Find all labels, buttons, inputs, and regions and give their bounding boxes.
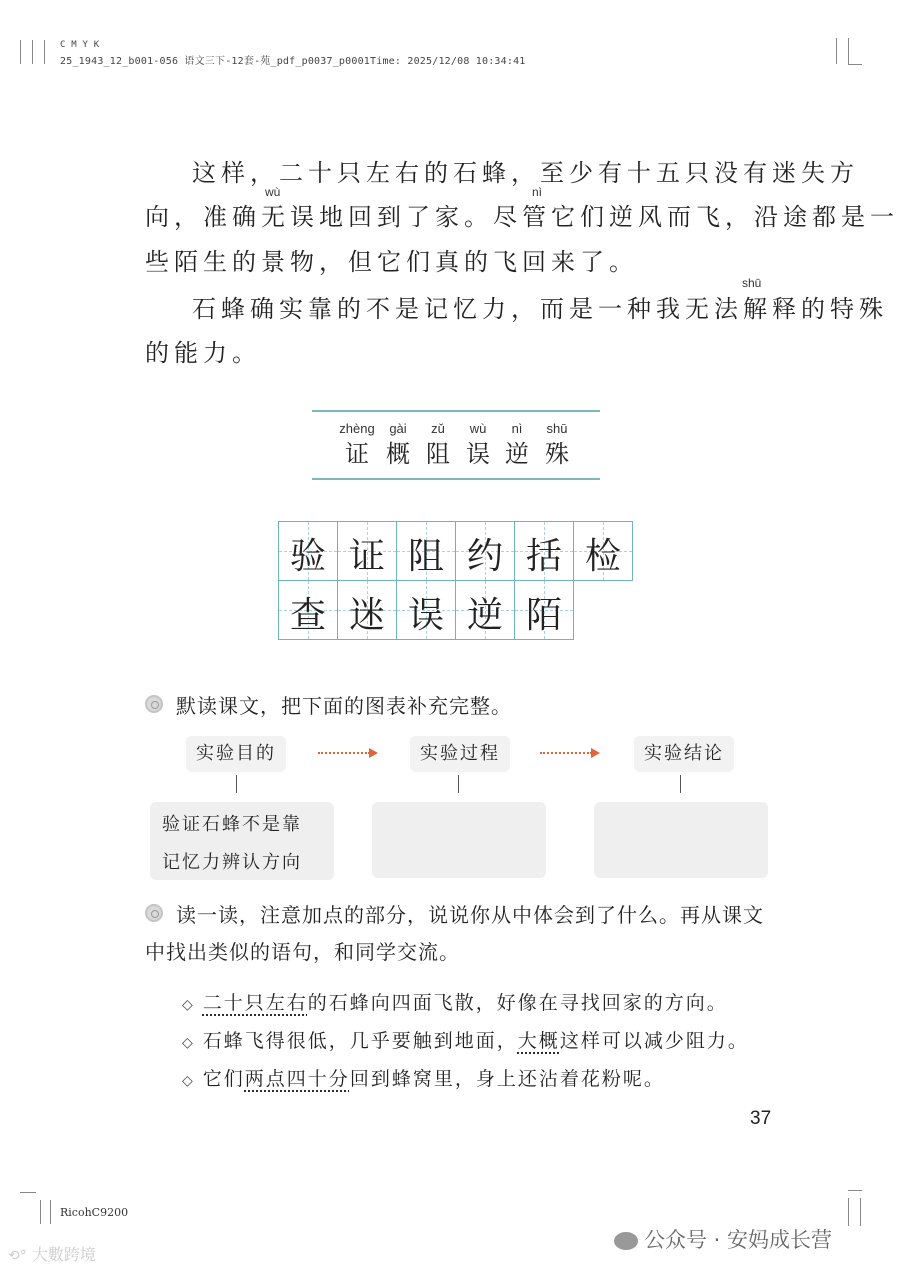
- writing-grid-cell: [337, 580, 397, 640]
- label-experiment-purpose: 实验目的: [186, 736, 286, 772]
- new-words-box: [312, 410, 600, 480]
- vocab-hanzi: 阻: [426, 440, 450, 468]
- vocab-word: [537, 412, 577, 469]
- vocab-hanzi: 概: [386, 440, 410, 468]
- conclusion-answer-box[interactable]: [594, 802, 768, 878]
- diamond-bullet-icon: ◇: [182, 1073, 195, 1089]
- label-experiment-process: 实验过程: [410, 736, 510, 772]
- writing-grid-cell: [455, 521, 515, 581]
- dotted-emphasis: 两点四十分: [244, 1068, 350, 1090]
- pinyin-ni: nì: [532, 185, 543, 199]
- vocab-pinyin: gài: [389, 421, 407, 436]
- passage-line-4: 石蜂确实靠的不是记忆力，而是一种我无法解释的特殊: [192, 295, 888, 323]
- writing-grid-cell: [278, 580, 338, 640]
- task1-instruction: 默读课文，把下面的图表补充完整。: [176, 694, 512, 718]
- crop-mark: [50, 1200, 51, 1224]
- right-watermark: [614, 1224, 832, 1254]
- purpose-answer-line-2: 记忆力辨认方向: [162, 852, 302, 873]
- sentence-text: 它们: [202, 1068, 245, 1090]
- grid-character: 约: [466, 536, 503, 577]
- crop-mark: [40, 1200, 41, 1224]
- vocab-word: [497, 412, 537, 469]
- scanner-model: RicohC9200: [60, 1206, 129, 1219]
- crop-mark: [32, 40, 33, 64]
- grid-character: 迷: [348, 595, 385, 636]
- crop-mark: [848, 1198, 849, 1226]
- vocab-pinyin: zǔ: [431, 421, 445, 436]
- example-sentence-3: [182, 1064, 665, 1091]
- writing-grid-cell: [337, 521, 397, 581]
- grid-character: 逆: [466, 595, 503, 636]
- grid-character: 括: [525, 536, 562, 577]
- vocab-pinyin: zhèng: [339, 421, 375, 436]
- purpose-answer-line-1: 验证石蜂不是靠: [162, 814, 302, 835]
- left-watermark-text: 大數跨境: [31, 1245, 96, 1264]
- vocab-word: [378, 412, 418, 469]
- watermark-logo-icon: ⟲°: [8, 1248, 27, 1264]
- connector-line: [680, 775, 681, 793]
- vocab-word: [418, 412, 458, 469]
- dotted-emphasis: 二十只左右: [202, 992, 308, 1014]
- example-sentence-1: [182, 988, 728, 1015]
- crop-mark: [848, 1190, 862, 1191]
- grid-character: 陌: [525, 595, 562, 636]
- crop-mark: [848, 64, 862, 65]
- sentence-text: 回到蜂窝里，身上还沾着花粉呢。: [349, 1068, 665, 1090]
- print-file-info: 25_1943_12_b001-056 语文三下-12套-苑_pdf_p0037_p0001Time: 2025/12/08 10:34:41: [60, 56, 526, 67]
- vocab-hanzi: 逆: [505, 440, 529, 468]
- sentence-text: 的石蜂向四面飞散，好像在寻找回家的方向。: [307, 992, 728, 1014]
- vocab-word: [337, 412, 377, 469]
- pinyin-shu: shū: [742, 276, 762, 290]
- writing-grid-cell: [455, 580, 515, 640]
- passage-line-5: 的能力。: [145, 339, 261, 367]
- writing-grid-cell: [514, 580, 574, 640]
- grid-character: 阻: [407, 536, 444, 577]
- writing-grid-cell: [514, 521, 574, 581]
- crop-mark: [44, 40, 45, 64]
- diamond-bullet-icon: ◇: [182, 1035, 195, 1051]
- grid-character: 验: [289, 536, 326, 577]
- crop-mark: [20, 1192, 36, 1193]
- task-bullet-icon: [145, 904, 163, 922]
- cmyk-marks: C M Y K: [60, 40, 100, 50]
- crop-mark: [848, 38, 849, 64]
- crop-mark: [860, 1198, 861, 1226]
- process-answer-box[interactable]: [372, 802, 546, 878]
- writing-grid-cell: [396, 580, 456, 640]
- vocab-pinyin: wù: [469, 421, 487, 436]
- passage-line-2: 向，准确无误地回到了家。尽管它们逆风而飞，沿途都是一: [145, 203, 899, 231]
- vocab-hanzi: 证: [345, 440, 369, 468]
- connector-line: [458, 775, 459, 793]
- grid-character: 证: [348, 536, 385, 577]
- right-watermark-text: 公众号 · 安妈成长营: [644, 1228, 833, 1252]
- example-sentence-2: [182, 1026, 749, 1053]
- task-bullet-icon: [145, 695, 163, 713]
- writing-grid-cell: [573, 521, 633, 581]
- pinyin-wu: wù: [265, 185, 281, 199]
- crop-mark: [20, 40, 21, 64]
- passage-line-3: 些陌生的景物，但它们真的飞回来了。: [145, 248, 638, 276]
- vocab-hanzi: 殊: [545, 440, 569, 468]
- task2-instruction-line-1: 读一读，注意加点的部分，说说你从中体会到了什么。再从课文: [176, 903, 764, 927]
- connector-line: [236, 775, 237, 793]
- grid-character: 查: [289, 595, 326, 636]
- grid-character: 检: [584, 536, 621, 577]
- passage-line-1: 这样，二十只左右的石蜂，至少有十五只没有迷失方: [192, 159, 859, 187]
- sentence-text: 这样可以减少阻力。: [559, 1030, 749, 1052]
- vocab-word: [458, 412, 498, 469]
- writing-grid-cell: [278, 521, 338, 581]
- arrow-right-icon: [540, 752, 592, 754]
- left-watermark: [8, 1242, 96, 1265]
- writing-grid-cell: [396, 521, 456, 581]
- task2-instruction-line-2: 中找出类似的语句，和同学交流。: [145, 940, 460, 964]
- vocab-pinyin: nì: [511, 421, 523, 436]
- sentence-text: 石蜂飞得很低，几乎要触到地面，: [202, 1030, 518, 1052]
- diamond-bullet-icon: ◇: [182, 997, 195, 1013]
- wechat-icon: [614, 1232, 638, 1250]
- dotted-emphasis: 大概: [517, 1030, 560, 1052]
- grid-character: 误: [407, 595, 444, 636]
- label-experiment-conclusion: 实验结论: [634, 736, 734, 772]
- vocab-hanzi: 误: [466, 440, 490, 468]
- crop-mark: [836, 38, 837, 64]
- arrow-right-icon: [318, 752, 370, 754]
- vocab-pinyin: shū: [546, 421, 568, 436]
- purpose-answer-box: [150, 802, 334, 880]
- page-number: 37: [750, 1108, 772, 1129]
